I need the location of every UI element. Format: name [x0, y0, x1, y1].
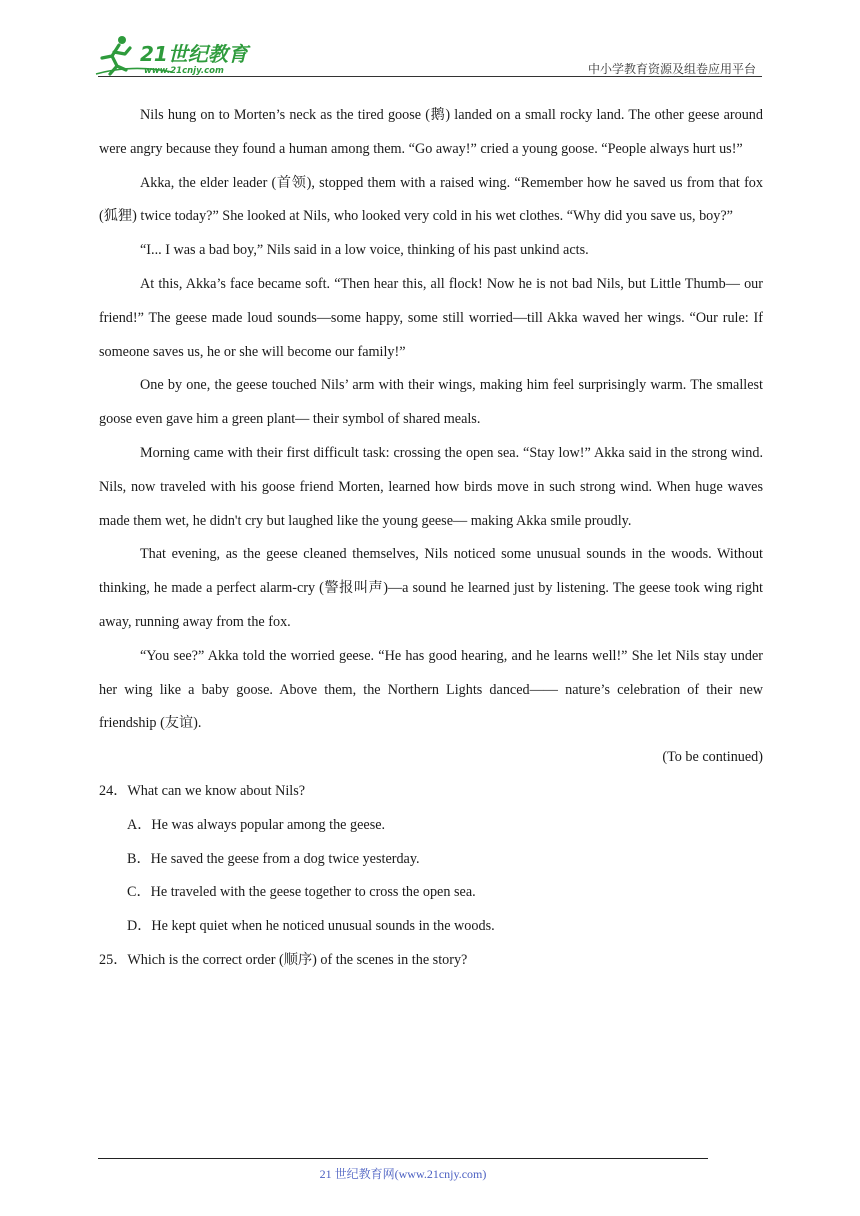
story-paragraph: Akka, the elder leader (首领), stopped them with a raised wing. “Remember how he saved us from that fox (狐狸) twice today?” She looked at Nils, who looked very cold in his wet clothes. “Why did you save us, boy?” — [99, 174, 763, 225]
story-paragraph: Morning came with their first difficult task: crossing the open sea. “Stay low!” Akka said in the strong wind. Nils, now traveled with his goose friend Morten, learned how birds move in such strong wind. When huge waves made them wet, he didn't cry but laughed like the young geese— making Akka smile proudly. — [99, 444, 763, 529]
header-platform-text: 中小学教育资源及组卷应用平台 — [587, 62, 756, 76]
story-paragraph: At this, Akka’s face became soft. “Then hear this, all flock! Now he is not bad Nils, but Little Thumb— our friend!” The geese made loud sounds—some happy, some still worried—till Akka waved her wings. “Our rule: If someone saves us, he or she will become our family!” — [99, 275, 763, 360]
story-paragraph: “I... I was a bad boy,” Nils said in a low voice, thinking of his past unkind acts. — [140, 242, 589, 259]
site-logo — [92, 34, 262, 76]
header-divider — [98, 76, 762, 77]
story-paragraph: That evening, as the geese cleaned themselves, Nils noticed some unusual sounds in the woods. Without thinking, he made a perfect alarm-cry (警报叫声)—a sound he learned just by listening. The geese took wing right away, running away from the fox. — [99, 546, 763, 630]
answer-option-c: C．He traveled with the geese together to cross the open sea. — [127, 884, 476, 901]
answer-option-d: D．He kept quiet when he noticed unusual sounds in the woods. — [127, 918, 495, 935]
svg-text:21世纪教育: 21世纪教育 — [140, 42, 248, 66]
page-header — [0, 0, 860, 80]
svg-text:www.21cnjy.com: www.21cnjy.com — [144, 66, 224, 76]
story-paragraph: Nils hung on to Morten’s neck as the tired goose (鹅) landed on a small rocky land. The other geese around were angry because they found a human among them. “Go away!” cried a young goose. “People always hurt us!” — [99, 107, 763, 157]
answer-option-b: B．He saved the geese from a dog twice yesterday. — [127, 850, 420, 867]
to-be-continued: (To be continued) — [662, 749, 763, 766]
story-paragraph: One by one, the geese touched Nils’ arm with their wings, making him feel surprisingly warm. The smallest goose even gave him a green plant— their symbol of shared meals. — [99, 377, 763, 428]
question-stem: 25．Which is the correct order (顺序) of the scenes in the story? — [99, 951, 468, 968]
question-stem: 24．What can we know about Nils? — [99, 782, 306, 799]
footer-divider — [98, 1158, 708, 1159]
story-paragraph: “You see?” Akka told the worried geese. “He has good hearing, and he learns well!” She let Nils stay under her wing like a baby goose. Above them, the Northern Lights danced—— nature’s celebration of their new friendship (友谊). — [99, 647, 763, 732]
footer-site-text: 21 世纪教育网(www.21cnjy.com) — [319, 1167, 487, 1181]
article-content — [99, 99, 763, 978]
answer-option-a: A．He was always popular among the geese. — [127, 816, 386, 833]
